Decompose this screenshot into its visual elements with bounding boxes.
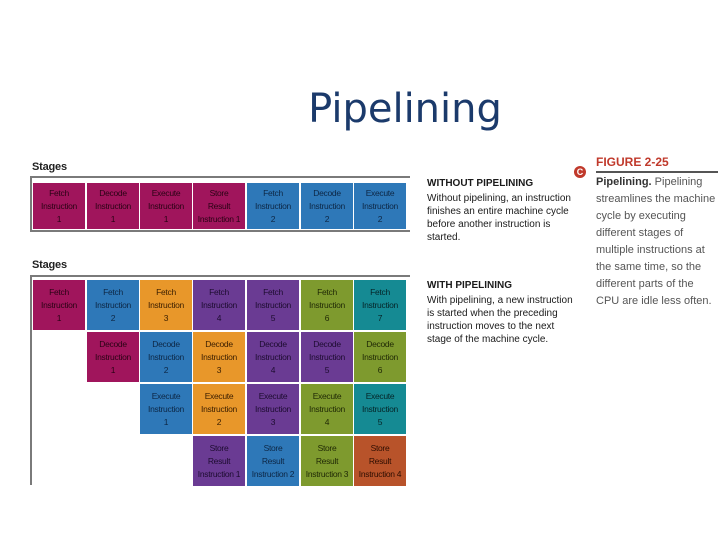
without-cell-2 bbox=[87, 183, 139, 229]
cell-text-l1: Decode bbox=[205, 338, 233, 349]
cell-text-l3: 7 bbox=[377, 312, 383, 323]
cell-text-l2: Instruction bbox=[255, 403, 291, 414]
cell-text-l1: Execute bbox=[151, 390, 181, 401]
cell-text-l1: Execute bbox=[258, 390, 288, 401]
cell-text-l2: Instruction bbox=[201, 299, 237, 310]
with-cell-r1-c5 bbox=[247, 280, 299, 330]
figure-label: FIGURE 2-25 bbox=[596, 155, 669, 169]
cell-text-l2: Instruction bbox=[309, 403, 345, 414]
cell-text-l1: Fetch bbox=[263, 187, 283, 198]
cell-text-l3: 3 bbox=[163, 312, 169, 323]
without-description: Without pipelining, an instruction finishes an entire machine cycle before another instruction is started. bbox=[427, 193, 571, 243]
without-bottom-rule bbox=[32, 230, 410, 232]
cell-text-l3: 1 bbox=[163, 416, 169, 427]
with-cell-r1-c6 bbox=[301, 280, 353, 330]
figure-rule bbox=[596, 171, 718, 173]
cell-text-l1: Fetch bbox=[370, 286, 390, 297]
cell-text-l1: Store bbox=[209, 442, 229, 453]
cell-text-l1: Store bbox=[209, 187, 229, 198]
cell-text-l3: 2 bbox=[270, 213, 276, 224]
with-cell-r1-c3 bbox=[140, 280, 192, 330]
cell-text-l2: Instruction bbox=[362, 351, 398, 362]
cell-text-l1: Decode bbox=[313, 338, 341, 349]
without-cell-6 bbox=[301, 183, 353, 229]
with-cell-r1-c4 bbox=[193, 280, 245, 330]
cell-text-l3: Instruction 1 bbox=[197, 213, 241, 224]
cell-text-l1: Decode bbox=[99, 187, 127, 198]
with-cell-r3-c3 bbox=[140, 384, 192, 434]
cell-text-l1: Fetch bbox=[49, 286, 69, 297]
cell-text-l3: 6 bbox=[377, 364, 383, 375]
cell-text-l2: Result bbox=[315, 455, 339, 466]
cell-text-l3: 2 bbox=[163, 364, 169, 375]
cell-text-l1: Decode bbox=[99, 338, 127, 349]
cell-text-l3: 4 bbox=[270, 364, 276, 375]
cell-text-l3: Instruction 4 bbox=[358, 468, 402, 479]
cell-text-l1: Fetch bbox=[49, 187, 69, 198]
with-cell-r1-c2 bbox=[87, 280, 139, 330]
cell-text-l2: Result bbox=[261, 455, 285, 466]
cell-text-l1: Fetch bbox=[209, 286, 229, 297]
cell-text-l2: Instruction bbox=[41, 200, 77, 211]
cell-text-l2: Instruction bbox=[255, 299, 291, 310]
cell-text-l1: Execute bbox=[151, 187, 181, 198]
cell-text-l1: Decode bbox=[313, 187, 341, 198]
cell-text-l3: Instruction 1 bbox=[197, 468, 241, 479]
cell-text-l3: Instruction 3 bbox=[305, 468, 349, 479]
figure-caption-bold: Pipelining. bbox=[596, 176, 652, 188]
cell-text-l2: Instruction bbox=[362, 299, 398, 310]
cell-text-l2: Result bbox=[207, 200, 231, 211]
cell-text-l2: Instruction bbox=[362, 403, 398, 414]
cell-text-l1: Execute bbox=[365, 187, 395, 198]
with-cell-r4-c7 bbox=[354, 436, 406, 486]
cell-text-l3: 5 bbox=[377, 416, 383, 427]
cell-text-l1: Execute bbox=[365, 390, 395, 401]
cell-text-l3: 1 bbox=[110, 213, 116, 224]
without-cell-7 bbox=[354, 183, 406, 229]
with-cell-r4-c5 bbox=[247, 436, 299, 486]
with-cell-r2-c6 bbox=[301, 332, 353, 382]
cell-text-l2: Instruction bbox=[95, 299, 131, 310]
cell-text-l2: Instruction bbox=[362, 200, 398, 211]
without-left-rule bbox=[30, 176, 32, 232]
with-cell-r1-c7 bbox=[354, 280, 406, 330]
with-description: With pipelining, a new instruction is started when the preceding instruction moves to the next stage of the machine cycle. bbox=[427, 295, 573, 345]
cell-text-l3: 2 bbox=[216, 416, 222, 427]
figure-caption-text: Pipelining streamlines the machine cycle by executing different stages of multiple instructions at the same time, so the different parts of the CPU are idle less often. bbox=[596, 176, 716, 307]
with-left-rule bbox=[30, 275, 32, 485]
cell-text-l3: 2 bbox=[377, 213, 383, 224]
without-cell-3 bbox=[140, 183, 192, 229]
with-cell-r2-c4 bbox=[193, 332, 245, 382]
cell-text-l1: Execute bbox=[204, 390, 234, 401]
cell-text-l3: 3 bbox=[216, 364, 222, 375]
without-cell-5 bbox=[247, 183, 299, 229]
with-cell-r2-c5 bbox=[247, 332, 299, 382]
cell-text-l3: 3 bbox=[270, 416, 276, 427]
cell-text-l2: Instruction bbox=[309, 200, 345, 211]
cell-text-l1: Decode bbox=[259, 338, 287, 349]
slide-title: Pipelining bbox=[308, 86, 502, 132]
cell-text-l3: 4 bbox=[216, 312, 222, 323]
with-cell-r3-c4 bbox=[193, 384, 245, 434]
cell-text-l3: 4 bbox=[324, 416, 330, 427]
cell-text-l2: Result bbox=[368, 455, 392, 466]
cell-text-l3: 5 bbox=[270, 312, 276, 323]
cell-text-l2: Instruction bbox=[255, 351, 291, 362]
cell-text-l2: Instruction bbox=[148, 299, 184, 310]
with-cell-r4-c4 bbox=[193, 436, 245, 486]
with-heading: WITH PIPELINING bbox=[427, 280, 512, 291]
cell-text-l1: Decode bbox=[152, 338, 180, 349]
cell-text-l1: Fetch bbox=[103, 286, 123, 297]
cell-text-l3: 1 bbox=[163, 213, 169, 224]
cell-text-l2: Instruction bbox=[148, 351, 184, 362]
cell-text-l1: Fetch bbox=[156, 286, 176, 297]
with-cell-r1-c1 bbox=[33, 280, 85, 330]
figure-caption bbox=[596, 174, 718, 310]
cell-text-l2: Instruction bbox=[95, 200, 131, 211]
cell-text-l3: 2 bbox=[324, 213, 330, 224]
cell-text-l3: 2 bbox=[110, 312, 116, 323]
cell-text-l2: Instruction bbox=[95, 351, 131, 362]
cell-text-l1: Decode bbox=[366, 338, 394, 349]
cell-text-l3: 5 bbox=[324, 364, 330, 375]
with-cell-r3-c6 bbox=[301, 384, 353, 434]
stages-label-with: Stages bbox=[32, 259, 67, 271]
cell-text-l1: Fetch bbox=[263, 286, 283, 297]
with-cell-r3-c7 bbox=[354, 384, 406, 434]
cell-text-l1: Store bbox=[317, 442, 337, 453]
without-cell-4 bbox=[193, 183, 245, 229]
cell-text-l2: Result bbox=[207, 455, 231, 466]
cell-text-l1: Store bbox=[370, 442, 390, 453]
cell-text-l2: Instruction bbox=[309, 351, 345, 362]
with-cell-r3-c5 bbox=[247, 384, 299, 434]
cell-text-l3: 1 bbox=[110, 364, 116, 375]
cell-text-l2: Instruction bbox=[201, 403, 237, 414]
with-top-rule bbox=[32, 275, 410, 277]
cell-text-l2: Instruction bbox=[255, 200, 291, 211]
without-cell-1 bbox=[33, 183, 85, 229]
with-cell-r2-c7 bbox=[354, 332, 406, 382]
with-cell-r4-c6 bbox=[301, 436, 353, 486]
cell-text-l3: Instruction 2 bbox=[251, 468, 295, 479]
cell-text-l3: 6 bbox=[324, 312, 330, 323]
cell-text-l3: 1 bbox=[56, 213, 62, 224]
cell-text-l2: Instruction bbox=[41, 299, 77, 310]
cell-text-l2: Instruction bbox=[148, 403, 184, 414]
cell-text-l2: Instruction bbox=[148, 200, 184, 211]
cell-text-l1: Execute bbox=[312, 390, 342, 401]
cell-text-l1: Fetch bbox=[317, 286, 337, 297]
cell-text-l2: Instruction bbox=[201, 351, 237, 362]
without-top-rule bbox=[32, 176, 410, 178]
cell-text-l1: Store bbox=[263, 442, 283, 453]
without-heading: WITHOUT PIPELINING bbox=[427, 178, 534, 189]
stages-label-without: Stages bbox=[32, 161, 67, 173]
cell-text-l3: 1 bbox=[56, 312, 62, 323]
with-cell-r2-c3 bbox=[140, 332, 192, 382]
figure-marker-icon: C bbox=[574, 166, 586, 178]
with-cell-r2-c2 bbox=[87, 332, 139, 382]
cell-text-l2: Instruction bbox=[309, 299, 345, 310]
